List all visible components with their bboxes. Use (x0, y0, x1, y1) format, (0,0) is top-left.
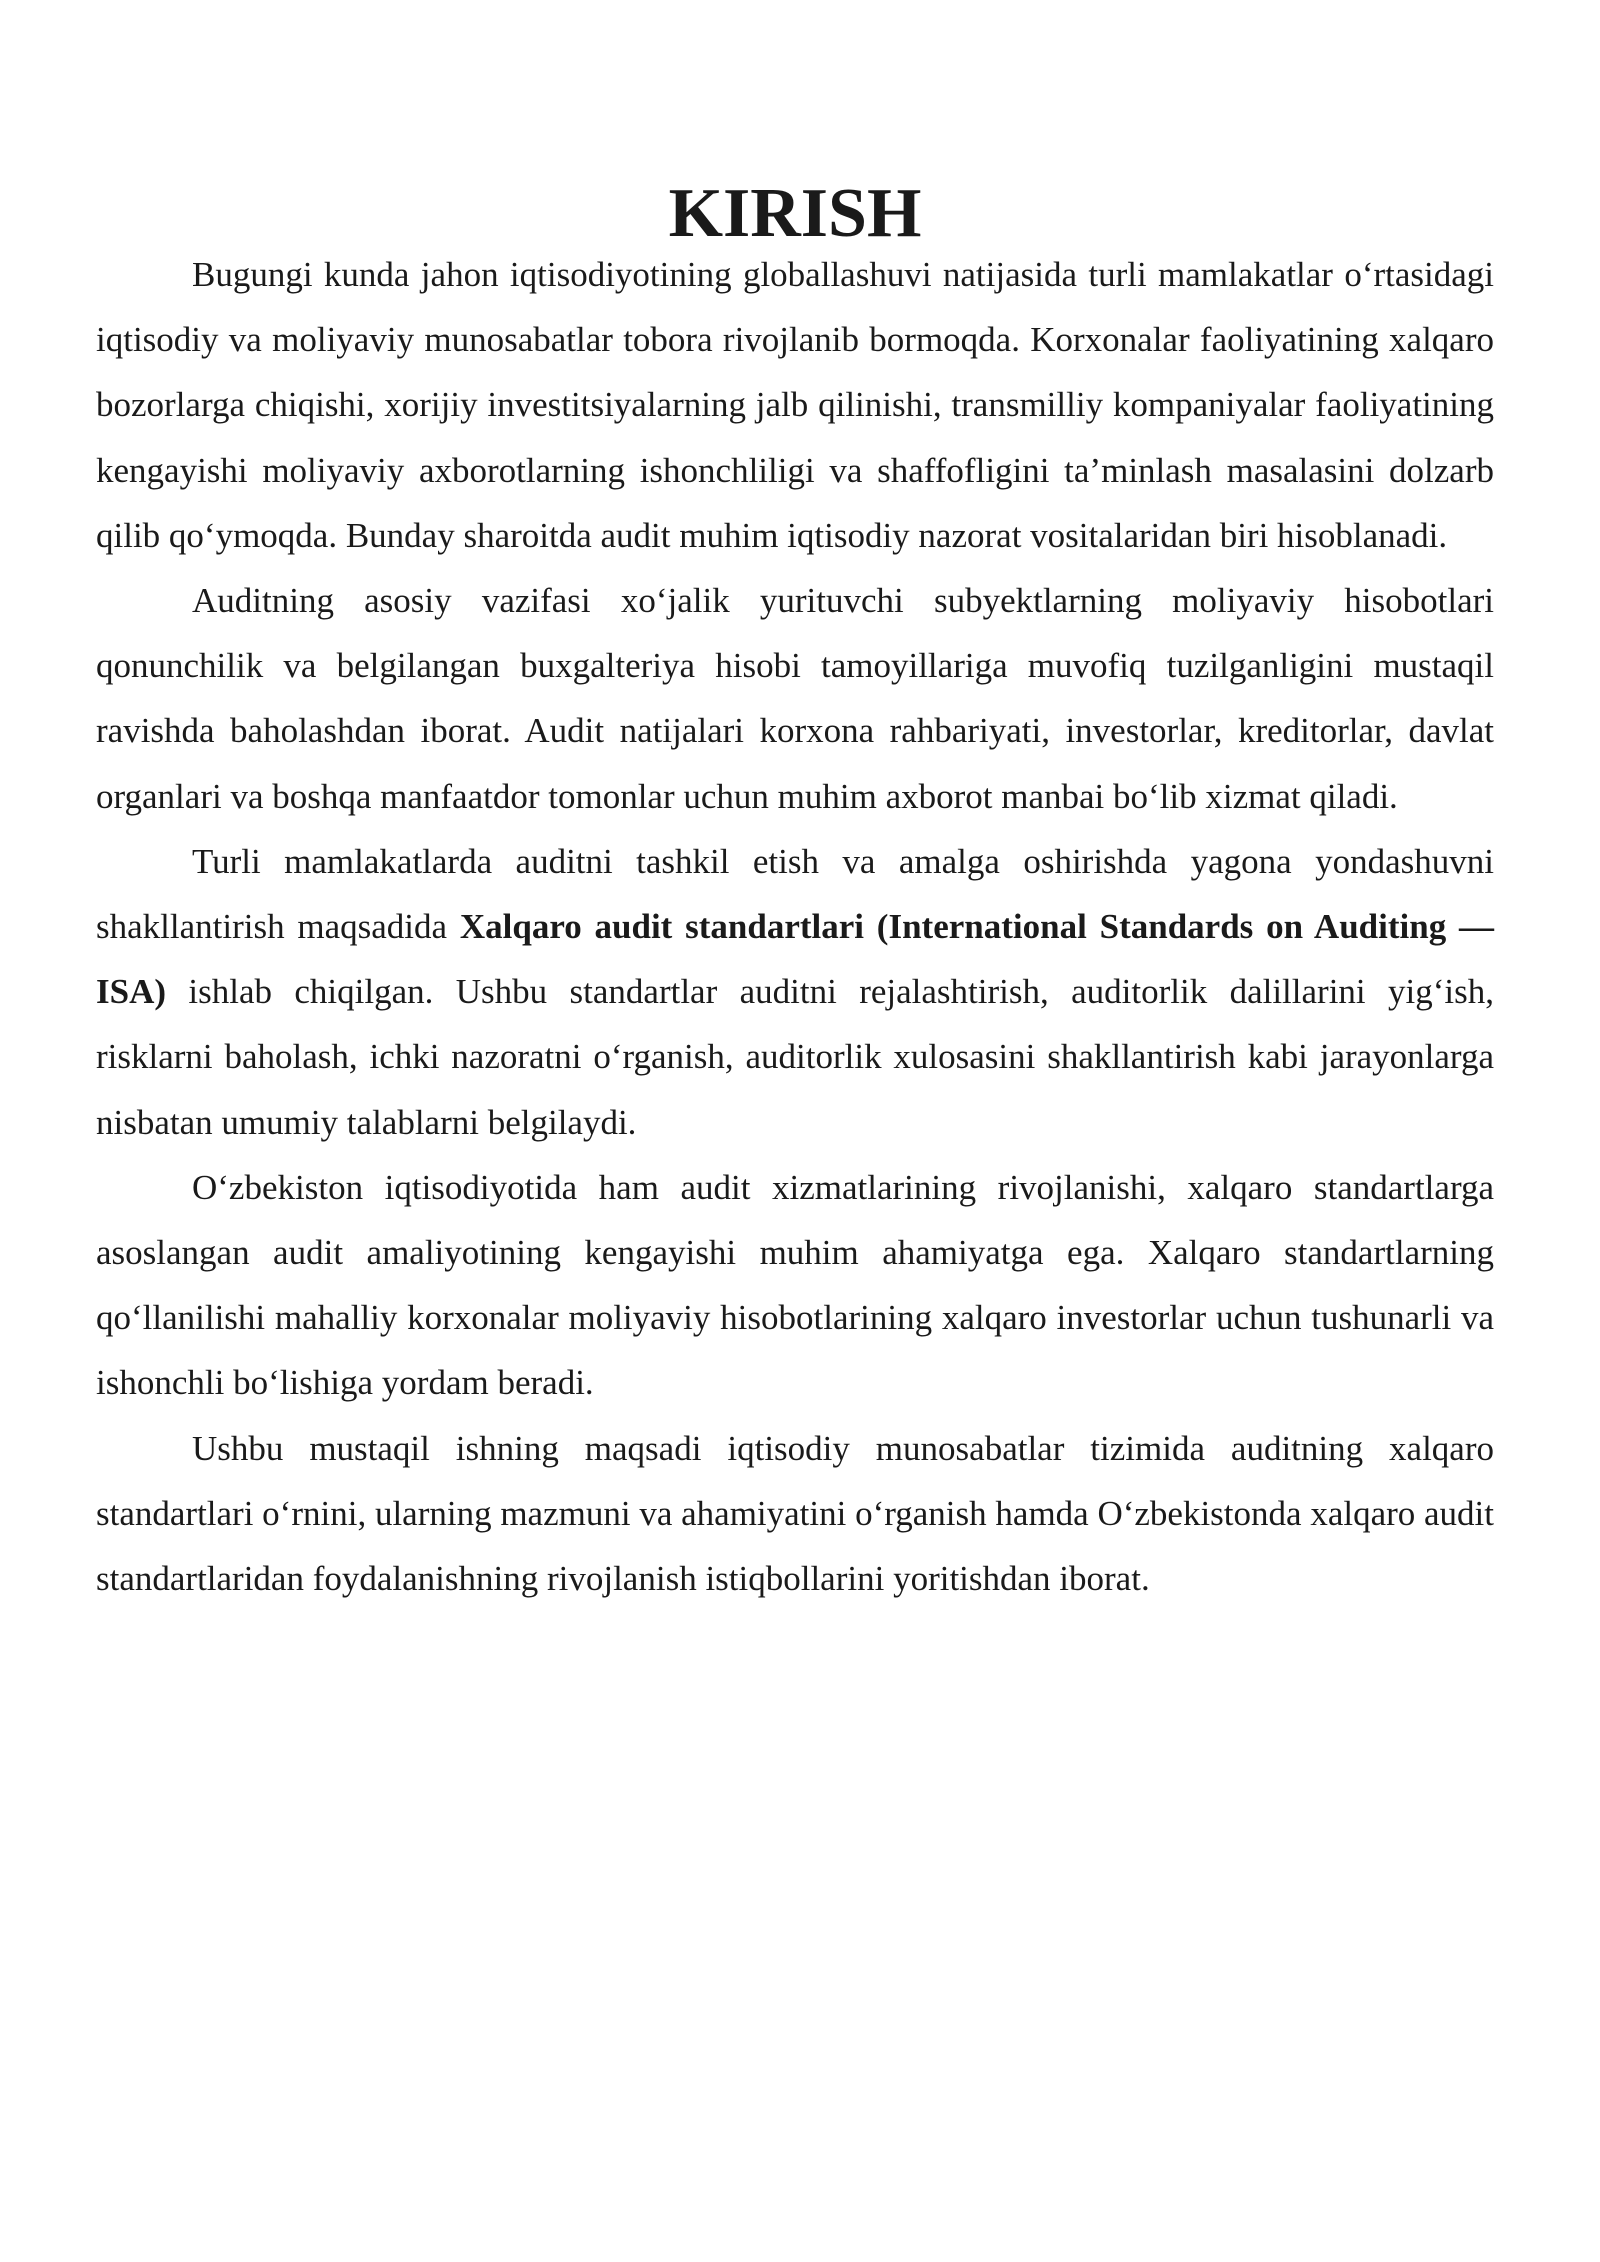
paragraph-text: ishlab chiqilgan. Ushbu standartlar auditni rejalashtirish, auditorlik dalillarini yig‘ish, risklarni baholash, ichki nazoratni o‘rganish, auditorlik xulosasini shakllantirish kabi jarayonlarga nisbatan umumiy talablarni belgilaydi. (96, 972, 1494, 1142)
paragraph-text: Turli mamlakatlarda auditni tashkil etish va amalga oshirishda yagona yondashuvni shakllantirish maqsadida (96, 841, 1494, 947)
paragraph-text: Bugungi kunda jahon iqtisodiyotining globallashuvi natijasida turli mamlakatlar o‘rtasidagi iqtisodiy va moliyaviy munosabatlar tobora rivojlanib bormoqda. Korxonalar faoliyatining xalqaro bozorlarga chiqishi, xorijiy investitsiyalarning jalb qilinishi, transmilliy kompaniyalar faoliyatining kengayishi moliyaviy axborotlarning ishonchliligi va shaffofligini ta’minlash masalasini dolzarb qilib qo‘ymoqda. Bunday sharoitda audit muhim iqtisodiy nazorat vositalaridan biri hisoblanadi. (96, 255, 1494, 555)
page-title: KIRISH (668, 175, 922, 252)
paragraph-text: O‘zbekiston iqtisodiyotida ham audit xizmatlarining rivojlanishi, xalqaro standartlarga asoslangan audit amaliyotining kengayishi muhim ahamiyatga ega. Xalqaro standartlarning qo‘llanilishi mahalliy korxonalar moliyaviy hisobotlarining xalqaro investorlar uchun tushunarli va ishonchli bo‘lishiga yordam beradi. (96, 1167, 1494, 1403)
document-page (96, 175, 1494, 1611)
paragraph-3 (96, 829, 1494, 1155)
paragraph-2 (96, 568, 1494, 829)
paragraph-4 (96, 1155, 1494, 1416)
paragraph-5 (96, 1416, 1494, 1612)
paragraph-text: Auditning asosiy vazifasi xo‘jalik yurituvchi subyektlarning moliyaviy hisobotlari qonunchilik va belgilangan buxgalteriya hisobi tamoyillariga muvofiq tuzilganligini mustaqil ravishda baholashdan iborat. Audit natijalari korxona rahbariyati, investorlar, kreditorlar, davlat organlari va boshqa manfaatdor tomonlar uchun muhim axborot manbai bo‘lib xizmat qiladi. (96, 581, 1494, 816)
paragraph-text: Ushbu mustaqil ishning maqsadi iqtisodiy munosabatlar tizimida auditning xalqaro standartlari o‘rnini, ularning mazmuni va ahamiyatini o‘rganish hamda O‘zbekistonda xalqaro audit standartlaridan foydalanishning rivojlanish istiqbollarini yoritishdan iborat. (96, 1428, 1494, 1599)
paragraph-bold-term: Xalqaro audit standartlari (International Standards on Auditing — ISA) (96, 907, 1494, 1012)
paragraph-1 (96, 242, 1494, 568)
